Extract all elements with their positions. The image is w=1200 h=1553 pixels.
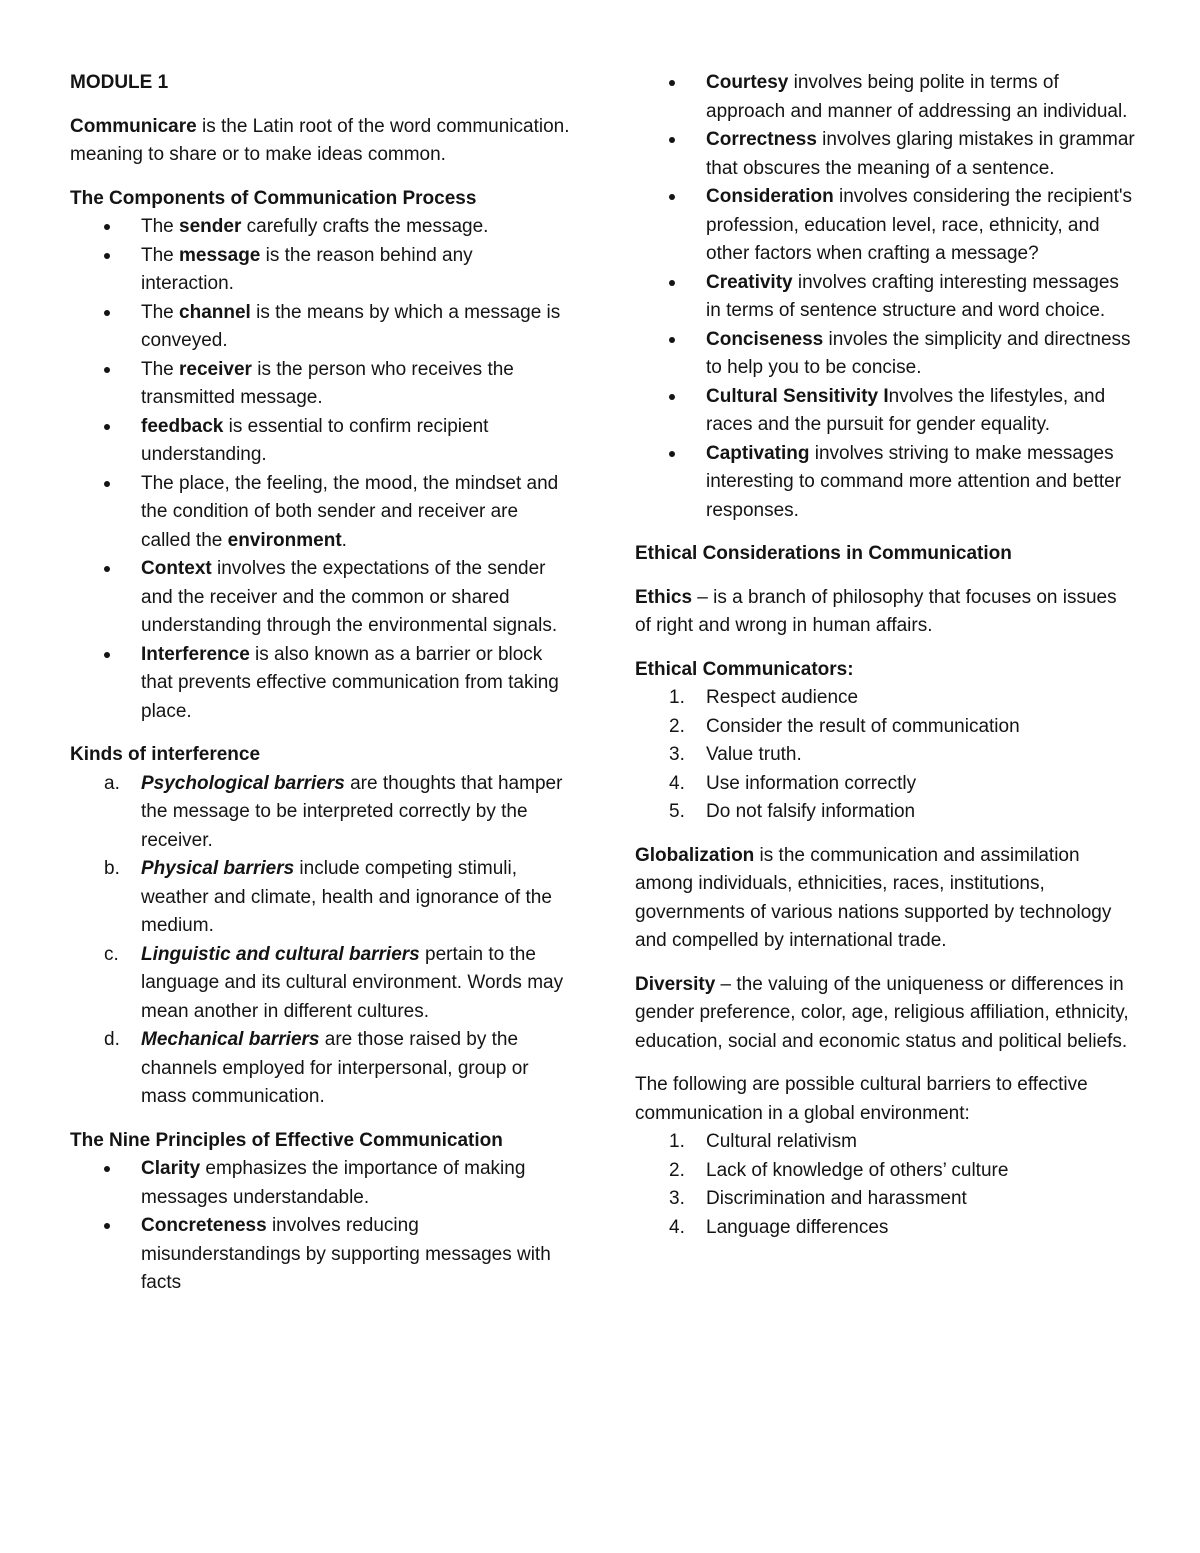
globalization-definition (635, 842, 1135, 956)
item-text: involves the expectations of the sender and the receiver and the common or shared understanding through the environmental signals. (141, 558, 558, 636)
bullet-icon (669, 137, 675, 143)
list-item (70, 941, 570, 1027)
bullet-icon (104, 1223, 110, 1229)
list-marker: 1. (669, 687, 685, 708)
item-text: The place, the feeling, the mood, the mindset and the condition of both sender and receiver are called the (141, 472, 559, 551)
item-text: include competing stimuli, weather and climate, health and ignorance of the medium. (141, 858, 552, 936)
list-item (635, 126, 1135, 183)
item-text: The (141, 301, 180, 323)
list-marker: b. (104, 858, 120, 879)
list-item (635, 183, 1135, 269)
term: feedback (141, 415, 224, 437)
item-text: Respect audience (706, 687, 859, 708)
bullet-icon (669, 280, 675, 286)
bullet-icon (104, 224, 110, 230)
list-item (70, 1212, 570, 1298)
item-text: Do not falsify information (706, 801, 916, 822)
communicators-heading: Ethical Communicators: (635, 658, 854, 680)
components-heading: The Components of Communication Process (70, 187, 477, 209)
term: Conciseness (706, 328, 824, 350)
item-text: involves being polite in terms of approach and manner of addressing an individual. (706, 72, 1128, 122)
list-item (635, 69, 1135, 126)
item-text: involves crafting interesting messages in terms of sentence structure and word choice. (706, 271, 1119, 321)
list-item (635, 1214, 1135, 1243)
item-text: The (141, 216, 180, 237)
ethics-definition (635, 584, 1135, 641)
term: channel (179, 301, 251, 323)
cultural-barriers-list (635, 1128, 1135, 1242)
list-item (70, 299, 570, 356)
communicators-list (635, 684, 1135, 827)
bullet-icon (104, 367, 110, 373)
term: Physical barriers (141, 858, 295, 879)
item-text: . (341, 529, 347, 551)
item-text: is also known as a barrier or block that prevents effective communication from taking place. (141, 643, 559, 722)
term: Communicare (70, 115, 197, 137)
list-item (70, 242, 570, 299)
principles-heading: The Nine Principles of Effective Communication (70, 1129, 503, 1151)
list-item (635, 713, 1135, 742)
item-text: are those raised by the channels employed for interpersonal, group or mass communication. (141, 1029, 529, 1107)
bullet-icon (104, 424, 110, 430)
list-item (635, 1128, 1135, 1157)
list-marker: 5. (669, 801, 685, 822)
ethics-heading: Ethical Considerations in Communication (635, 543, 1012, 564)
list-item (70, 356, 570, 413)
list-item (70, 1026, 570, 1112)
list-marker: 1. (669, 1131, 685, 1152)
item-text: is the reason behind any interaction. (141, 244, 473, 294)
term: Captivating (706, 442, 810, 464)
term: environment (227, 529, 342, 551)
term: Consideration (706, 186, 834, 207)
item-text: emphasizes the importance of making messages understandable. (141, 1158, 526, 1208)
item-text: is essential to confirm recipient understanding. (141, 415, 489, 465)
barriers-intro: The following are possible cultural barriers to effective communication in a global environment: (635, 1074, 1088, 1124)
term: Mechanical barriers (141, 1029, 320, 1050)
term: Courtesy (706, 72, 789, 93)
item-text: involves striving to make messages interesting to command more attention and better responses. (706, 442, 1122, 521)
definition-text: – the valuing of the uniqueness or differences in gender preference, color, age, religious affiliation, ethnicity, education, social and economic status and political beliefs. (635, 973, 1129, 1052)
bullet-icon (104, 310, 110, 316)
principles-list (70, 1155, 570, 1298)
list-item (635, 383, 1135, 440)
list-item (70, 1155, 570, 1212)
list-marker: c. (104, 943, 119, 965)
item-text: are thoughts that hamper the message to be interpreted correctly by the receiver. (141, 772, 563, 851)
item-text: The (141, 244, 180, 266)
principles-list-continued (635, 69, 1135, 525)
list-item (635, 684, 1135, 713)
term: Diversity (635, 973, 716, 995)
list-item (635, 326, 1135, 383)
item-text: involves considering the recipient's profession, education level, race, ethnicity, and other factors when crafting a message? (706, 186, 1133, 264)
term: Linguistic and cultural barriers (141, 943, 420, 965)
bullet-icon (104, 253, 110, 259)
list-marker: d. (104, 1029, 120, 1050)
list-item (70, 470, 570, 556)
diversity-definition (635, 971, 1135, 1057)
term: Ethics (635, 586, 693, 608)
term: Context (141, 558, 212, 579)
term: Correctness (706, 129, 817, 150)
term: Psychological barriers (141, 772, 345, 794)
term: Interference (141, 643, 250, 665)
term: Cultural Sensitivity I (706, 385, 889, 407)
list-marker: 3. (669, 1188, 685, 1209)
definition-text: is the Latin root of the word communication. meaning to share or to make ideas common. (70, 115, 570, 165)
item-text: involes the simplicity and directness to help you to be concise. (706, 328, 1131, 378)
item-text: Lack of knowledge of others’ culture (706, 1159, 1009, 1181)
left-column (70, 69, 570, 1298)
definition-text: – is a branch of philosophy that focuses on issues of right and wrong in human affairs. (635, 586, 1117, 636)
list-item (635, 1185, 1135, 1214)
term: message (179, 244, 261, 266)
bullet-icon (104, 1166, 110, 1172)
term: Creativity (706, 271, 793, 293)
list-marker: a. (104, 772, 120, 794)
communicare-definition (70, 113, 570, 170)
list-item (70, 770, 570, 856)
bullet-icon (104, 652, 110, 658)
list-item (70, 555, 570, 641)
item-text: The (141, 358, 180, 380)
item-text: Language differences (706, 1216, 889, 1238)
list-item (635, 1157, 1135, 1186)
item-text: Cultural relativism (706, 1131, 857, 1152)
bullet-icon (669, 194, 675, 200)
list-marker: 4. (669, 1216, 685, 1238)
interference-list (70, 770, 570, 1112)
item-text: Value truth. (706, 744, 802, 765)
components-list (70, 213, 570, 726)
term: receiver (179, 358, 252, 380)
item-text: involves reducing misunderstandings by supporting messages with facts (141, 1215, 551, 1293)
right-column (635, 69, 1135, 1242)
list-item (635, 269, 1135, 326)
item-text: pertain to the language and its cultural environment. Words may mean another in different cultures. (141, 943, 564, 1022)
item-text: involves glaring mistakes in grammar that obscures the meaning of a sentence. (706, 129, 1135, 179)
bullet-icon (669, 451, 675, 457)
term: sender (179, 216, 242, 237)
term: Concreteness (141, 1215, 267, 1236)
term: Globalization (635, 844, 755, 866)
list-item (635, 741, 1135, 770)
interference-heading: Kinds of interference (70, 744, 261, 765)
list-marker: 3. (669, 744, 685, 765)
list-item (635, 440, 1135, 526)
item-text: is the means by which a message is conveyed. (141, 301, 561, 351)
item-text: Discrimination and harassment (706, 1188, 967, 1209)
item-text: carefully crafts the message. (241, 216, 489, 237)
list-item (70, 413, 570, 470)
list-marker: 4. (669, 772, 685, 794)
bullet-icon (104, 566, 110, 572)
list-marker: 2. (669, 715, 685, 737)
item-text: Consider the result of communication (706, 715, 1020, 737)
term: Clarity (141, 1158, 201, 1179)
list-marker: 2. (669, 1159, 685, 1181)
bullet-icon (104, 481, 110, 487)
bullet-icon (669, 337, 675, 343)
bullet-icon (669, 394, 675, 400)
bullet-icon (669, 80, 675, 86)
definition-text: is the communication and assimilation among individuals, ethnicities, races, institutions, governments of various nations supported by technology and compelled by international trade. (635, 844, 1112, 951)
list-item (635, 798, 1135, 827)
list-item (70, 641, 570, 727)
module-title: MODULE 1 (70, 72, 169, 93)
item-text: nvolves the lifestyles, and races and the pursuit for gender equality. (706, 385, 1106, 435)
item-text: is the person who receives the transmitted message. (141, 358, 514, 408)
list-item (635, 770, 1135, 799)
list-item (70, 855, 570, 941)
list-item (70, 213, 570, 242)
item-text: Use information correctly (706, 772, 917, 794)
